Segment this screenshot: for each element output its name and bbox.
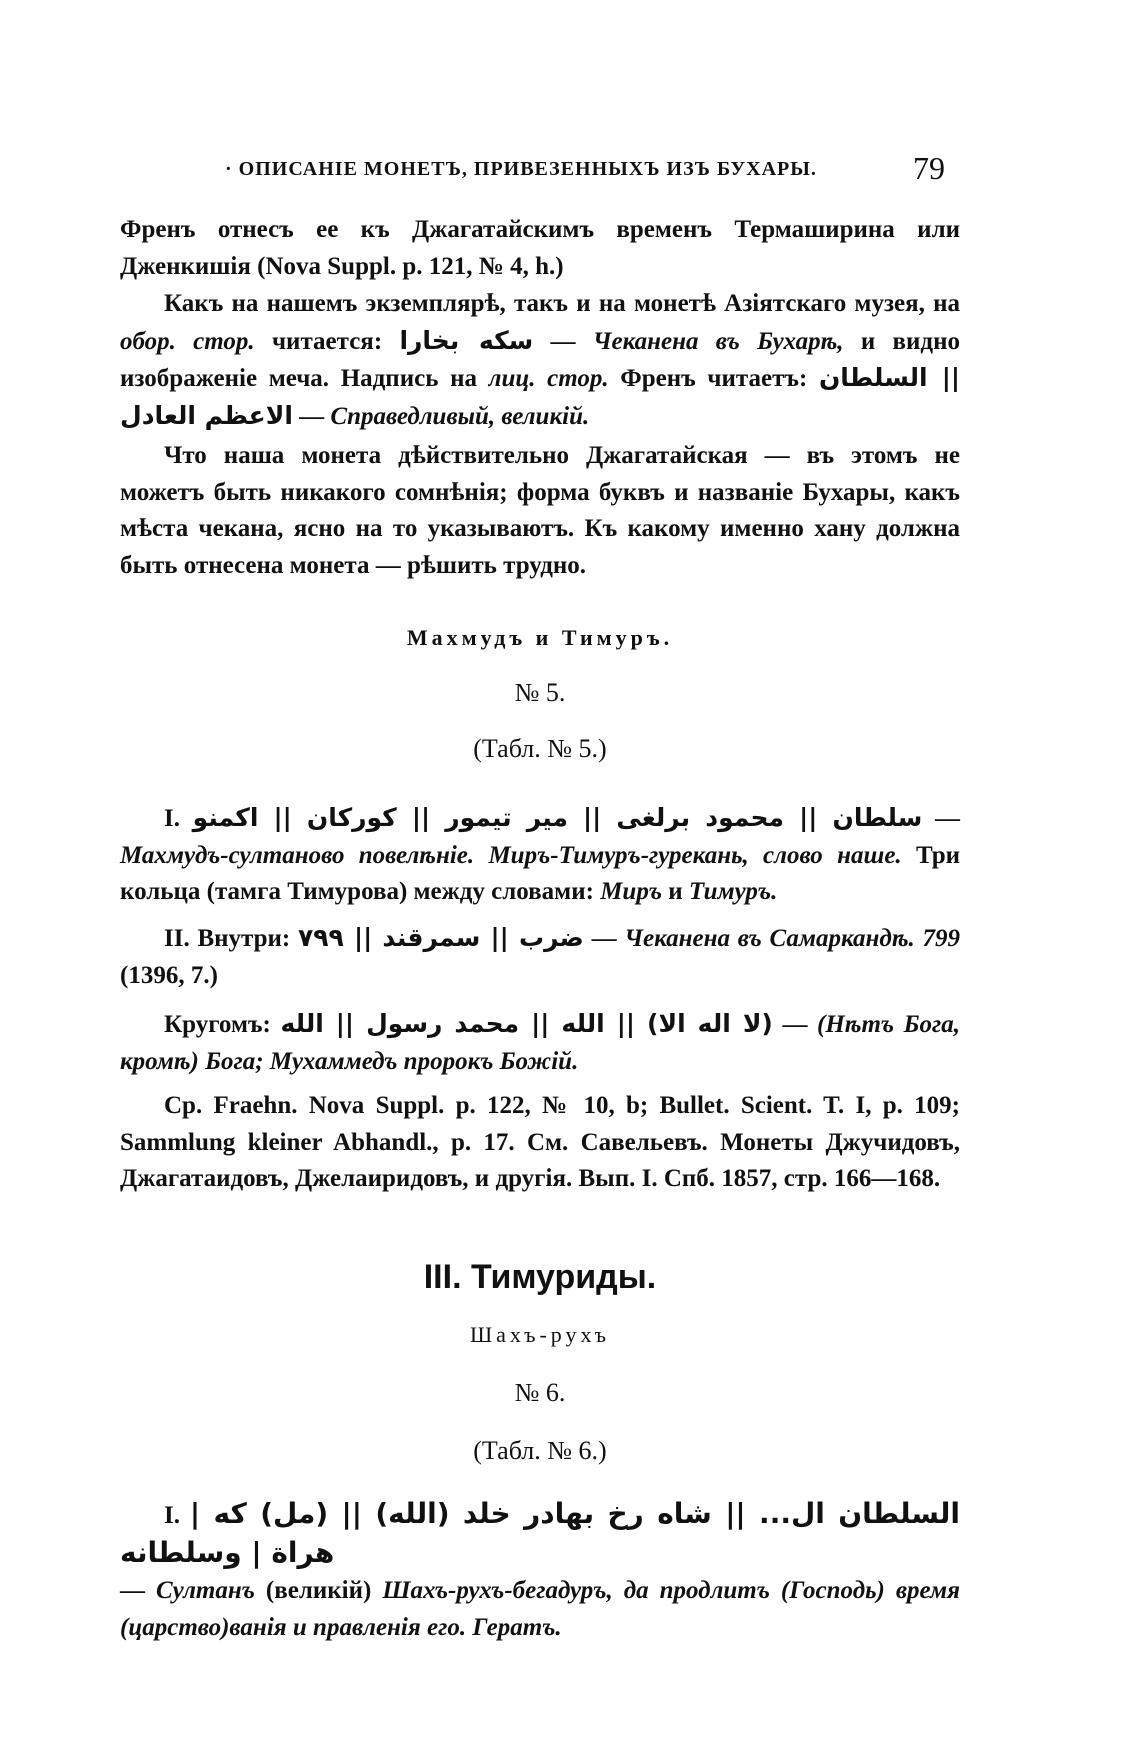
arabic-inscription: (لا اله الا) || الله || محمد رسول || الله xyxy=(280,1009,773,1038)
text-run: Три кольца (тамга Тимурова) между словами: xyxy=(120,841,961,905)
italic-run: Чеканена въ Бухарѣ, xyxy=(592,327,844,355)
coin-number: № 5. xyxy=(514,678,566,707)
paragraph-text: Френъ отнесъ ее къ Джагатайскимъ временъ Термаширина или Дженкишія (Nova Suppl. p. 121, № 4, h.) xyxy=(120,216,960,280)
bibliography-entry xyxy=(120,1088,960,1198)
arabic-inscription: سكه بخارا xyxy=(399,325,534,355)
coin-entry-margin xyxy=(120,1006,960,1080)
arabic-inscription: ضرب || سمرقند || ٧٩٩ xyxy=(298,923,584,952)
coin-entry-inner xyxy=(120,920,960,994)
coin-entry-shahrukh xyxy=(120,1496,960,1646)
paragraph-text: Что наша монета дѣйствительно Джагатайская — въ этомъ не можетъ быть никакого сомнѣнія; форма буквъ и названіе Бухары, какъ мѣста чекана, ясно на то указываютъ. Къ какому именно хану должна быть отнесена монета — рѣшить трудно. xyxy=(120,442,960,579)
translation: Махмудъ-султаново повелѣніе. Миръ-Тимуръ-гурекань, слово наше. xyxy=(120,841,902,869)
paragraph-fraehn xyxy=(120,212,960,285)
text-run: — xyxy=(120,1577,156,1604)
entry-label: I. xyxy=(164,805,193,832)
translation: (Нѣтъ Бога, кромѣ) Бога; Мухаммедъ пророкъ Божій. xyxy=(120,1011,961,1075)
arabic-inscription: || السلطان الاعظم العادل xyxy=(120,363,960,430)
section-heading-mahmud-timur: Махмудъ и Тимуръ. xyxy=(406,625,674,650)
text-run: Френъ читаетъ: xyxy=(608,365,819,392)
coin-number: № 6. xyxy=(514,1378,566,1407)
italic-run: Тимуръ. xyxy=(688,878,778,905)
bibliography-text: Ср. Fraehn. Nova Suppl. p. 122, № 10, b; Bullet. Scient. T. I, p. 109; Sammlung kleiner Abhandl., p. 17. См. Савельевъ. Монеты Джучидовъ, Джагатаидовъ, Джелаиридовъ, и другія. Вып. I. Спб. 1857, стр. 166—168. xyxy=(120,1092,960,1192)
translation: Чеканена въ Самаркандѣ. 799 xyxy=(624,925,960,952)
italic-run: Справедливый, великій. xyxy=(330,402,590,430)
italic-run: лиц. стор. xyxy=(488,365,609,392)
page-number: 79 xyxy=(913,150,945,186)
italic-run: обор. стор. xyxy=(120,327,255,355)
text-run: — xyxy=(583,925,625,952)
entry-label: Кругомъ: xyxy=(164,1011,281,1038)
arabic-inscription: سلطان || محمود برلغى || مير تيمور || كوركان || اكمنو xyxy=(192,803,923,832)
paragraph-conclusion xyxy=(120,438,960,584)
entry-label: I. xyxy=(164,1502,190,1529)
table-reference: (Табл. № 6.) xyxy=(473,1436,607,1465)
italic-run: Миръ xyxy=(600,878,663,905)
text-run: — xyxy=(292,402,331,430)
text-run: читается: xyxy=(254,327,400,355)
text-run: — xyxy=(772,1011,818,1038)
text-run: — xyxy=(533,327,593,355)
chapter-heading-timurids: III. Тимуриды. xyxy=(423,1258,657,1296)
text-run: и xyxy=(662,878,689,905)
translation: Шахъ-рухъ-бегадуръ, да продлитъ (Господь) время (царство)ванія и правленія его. Гератъ. xyxy=(120,1577,960,1641)
text-run: (1396, 7.) xyxy=(120,961,218,989)
running-title: · ОПИСАНІЕ МОНЕТЪ, ПРИВЕЗЕННЫХЪ ИЗЪ БУХАРЫ. xyxy=(225,158,817,180)
ruler-heading-shahrukh: Шахъ-рухъ xyxy=(469,1322,611,1347)
arabic-inscription: السلطان ال... || شاه رخ بهادر خلد (الله) || (مل) که | هراة | وسلطانه xyxy=(120,1497,960,1569)
entry-label: II. Внутри: xyxy=(164,925,298,952)
text-run: — xyxy=(922,805,961,832)
coin-entry-obverse xyxy=(120,800,960,911)
text-run: (великій) xyxy=(254,1577,383,1604)
paragraph-reading xyxy=(120,286,960,435)
text-run: и видно изображеніе меча. Надпись на xyxy=(120,327,960,392)
italic-run: Султанъ xyxy=(155,1577,255,1604)
table-reference: (Табл. № 5.) xyxy=(473,734,607,763)
running-header xyxy=(225,150,945,190)
text-run: Какъ на нашемъ экземплярѣ, такъ и на монетѣ Азіятскаго музея, на xyxy=(164,290,960,317)
